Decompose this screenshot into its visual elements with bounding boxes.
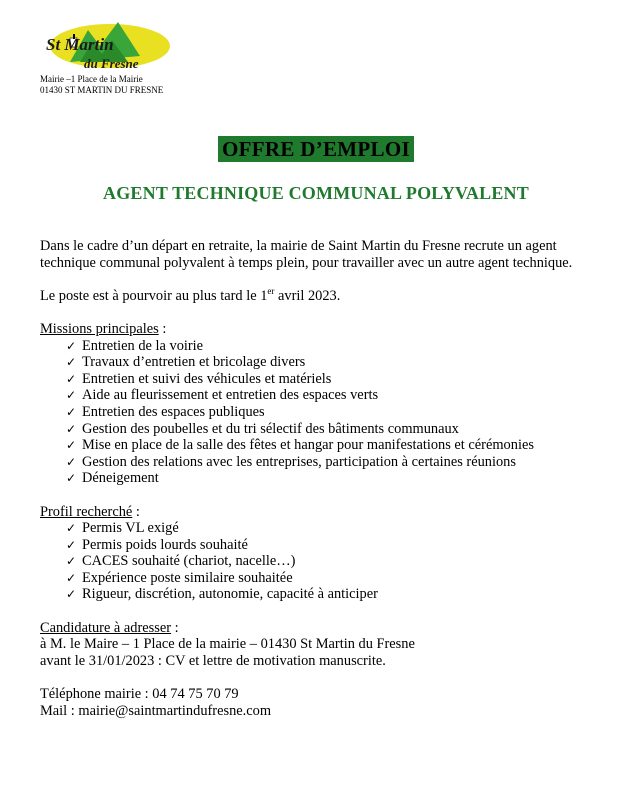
- commune-logo: [40, 12, 170, 74]
- missions-list: [40, 338, 600, 487]
- list-item: ✓ Déneigement: [66, 470, 159, 487]
- list-item: ✓ Expérience poste similaire souhaitée: [66, 569, 293, 586]
- logo-graphic: [40, 12, 170, 74]
- phone-contact: Téléphone mairie : 04 74 75 70 79: [40, 686, 239, 703]
- svg-text:du Fresne: du Fresne: [84, 56, 139, 71]
- list-item: ✓ Travaux d’entretien et bricolage divers: [66, 354, 306, 371]
- check-icon: ✓: [66, 537, 77, 552]
- check-icon: ✓: [66, 471, 77, 486]
- address-line-2: 01430 ST MARTIN DU FRESNE: [40, 85, 164, 95]
- list-item: ✓ Rigueur, discrétion, autonomie, capacité à anticiper: [66, 586, 378, 603]
- list-item: ✓ Mise en place de la salle des fêtes et hangar pour manifestations et cérémonies: [66, 437, 534, 454]
- application-deadline: avant le 31/01/2023 : CV et lettre de motivation manuscrite.: [40, 652, 386, 669]
- check-icon: ✓: [66, 371, 77, 386]
- check-icon: ✓: [66, 554, 77, 569]
- check-icon: ✓: [66, 404, 77, 419]
- svg-text:St Martin: St Martin: [46, 35, 114, 54]
- check-icon: ✓: [66, 454, 77, 469]
- job-title: AGENT TECHNIQUE COMMUNAL POLYVALENT: [103, 183, 529, 203]
- check-icon: ✓: [66, 338, 77, 353]
- document-body: [40, 238, 600, 719]
- profile-heading: Profil recherché :: [40, 503, 140, 520]
- list-item: ✓ Entretien et suivi des véhicules et matériels: [66, 370, 332, 387]
- availability-paragraph: Le poste est à pourvoir au plus tard le 1er avril 2023.: [40, 285, 341, 304]
- check-icon: ✓: [66, 388, 77, 403]
- list-item: ✓ Entretien de la voirie: [66, 337, 204, 354]
- list-item: ✓ Aide au fleurissement et entretien des espaces verts: [66, 387, 379, 404]
- check-icon: ✓: [66, 355, 77, 370]
- mail-contact: Mail : mairie@saintmartindufresne.com: [40, 702, 272, 719]
- list-item: ✓ CACES souhaité (chariot, nacelle…): [66, 553, 296, 570]
- list-item: ✓ Permis VL exigé: [66, 520, 179, 537]
- check-icon: ✓: [66, 521, 77, 536]
- offer-title: [0, 136, 632, 162]
- check-icon: ✓: [66, 438, 77, 453]
- application-address: à M. le Maire – 1 Place de la mairie – 01430 St Martin du Fresne: [40, 636, 415, 653]
- list-item: ✓ Gestion des poubelles et du tri sélectif des bâtiments communaux: [66, 420, 459, 437]
- address-line-1: Mairie –1 Place de la Mairie: [40, 74, 143, 84]
- town-hall-address: [40, 74, 163, 96]
- missions-heading: Missions principales :: [40, 320, 167, 337]
- list-item: ✓ Entretien des espaces publiques: [66, 403, 265, 420]
- check-icon: ✓: [66, 421, 77, 436]
- list-item: ✓ Permis poids lourds souhaité: [66, 536, 248, 553]
- profile-list: [40, 520, 600, 603]
- check-icon: ✓: [66, 570, 77, 585]
- intro-paragraph: Dans le cadre d’un départ en retraite, la mairie de Saint Martin du Fresne recrute un agent technique communal polyvalent à temps plein, pour travailler avec un autre agent technique.: [40, 238, 573, 271]
- check-icon: ✓: [66, 587, 77, 602]
- list-item: ✓ Gestion des relations avec les entreprises, participation à certaines réunions: [66, 453, 516, 470]
- application-heading: Candidature à adresser :: [40, 619, 179, 636]
- offer-title-text: OFFRE D’EMPLOI: [218, 136, 414, 162]
